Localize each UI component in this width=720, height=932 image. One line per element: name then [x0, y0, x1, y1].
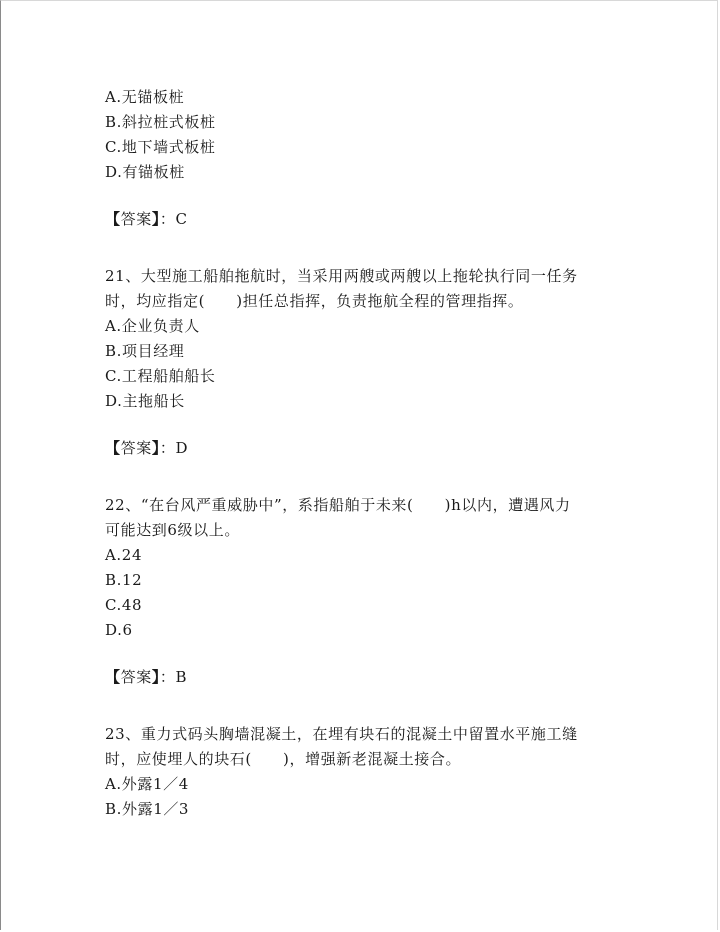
- answer-bracket-close: 】: [151, 668, 160, 686]
- answer-bracket-open: 【: [105, 210, 121, 228]
- answer-key: [105, 436, 625, 461]
- question-block: [105, 264, 625, 493]
- answer-option: B.项目经理: [105, 342, 185, 360]
- answer-value: B: [175, 668, 188, 686]
- answer-separator: ：: [159, 668, 176, 686]
- answer-key: [105, 207, 625, 232]
- question-list: [105, 85, 625, 822]
- answer-option: B.12: [105, 571, 143, 589]
- answer-option: C.工程船舶船长: [105, 367, 216, 385]
- answer-label: 答案: [120, 668, 152, 686]
- answer-separator: ：: [159, 210, 176, 228]
- answer-option: A.24: [105, 546, 143, 564]
- answer-value: C: [175, 210, 188, 228]
- answer-option: A.外露1／4: [105, 775, 189, 793]
- answer-key: [105, 665, 625, 690]
- answer-option: A.无锚板桩: [105, 88, 185, 106]
- answer-bracket-open: 【: [105, 668, 121, 686]
- answer-option: A.企业负责人: [105, 317, 200, 335]
- answer-bracket-open: 【: [105, 439, 121, 457]
- answer-bracket-close: 】: [151, 210, 160, 228]
- answer-option: D.有锚板桩: [105, 163, 185, 181]
- answer-option: C.地下墙式板桩: [105, 138, 216, 156]
- question-block: [105, 493, 625, 722]
- answer-bracket-close: 】: [151, 439, 160, 457]
- answer-option: D.6: [105, 621, 133, 639]
- question-text-line: 22、“在台风严重威胁中”，系指船舶于未来( )h以内，遭遇风力: [105, 496, 571, 514]
- answer-separator: ：: [159, 439, 176, 457]
- question-text-line: 时，均应指定( )担任总指挥，负责拖航全程的管理指挥。: [105, 292, 524, 310]
- answer-label: 答案: [120, 210, 152, 228]
- answer-option: B.外露1／3: [105, 800, 190, 818]
- answer-option: B.斜拉桩式板桩: [105, 113, 216, 131]
- question-text-line: 时，应使埋人的块石( )，增强新老混凝土接合。: [105, 750, 462, 768]
- question-block: [105, 85, 625, 264]
- question-text-line: 23、重力式码头胸墙混凝土，在埋有块石的混凝土中留置水平施工缝: [105, 725, 578, 743]
- answer-value: D: [175, 439, 189, 457]
- answer-label: 答案: [120, 439, 152, 457]
- question-block: [105, 722, 625, 822]
- answer-option: D.主拖船长: [105, 392, 185, 410]
- question-text-line: 21、大型施工船舶拖航时，当采用两艘或两艘以上拖轮执行同一任务: [105, 267, 578, 285]
- question-text-line: 可能达到6级以上。: [105, 521, 240, 539]
- answer-option: C.48: [105, 596, 143, 614]
